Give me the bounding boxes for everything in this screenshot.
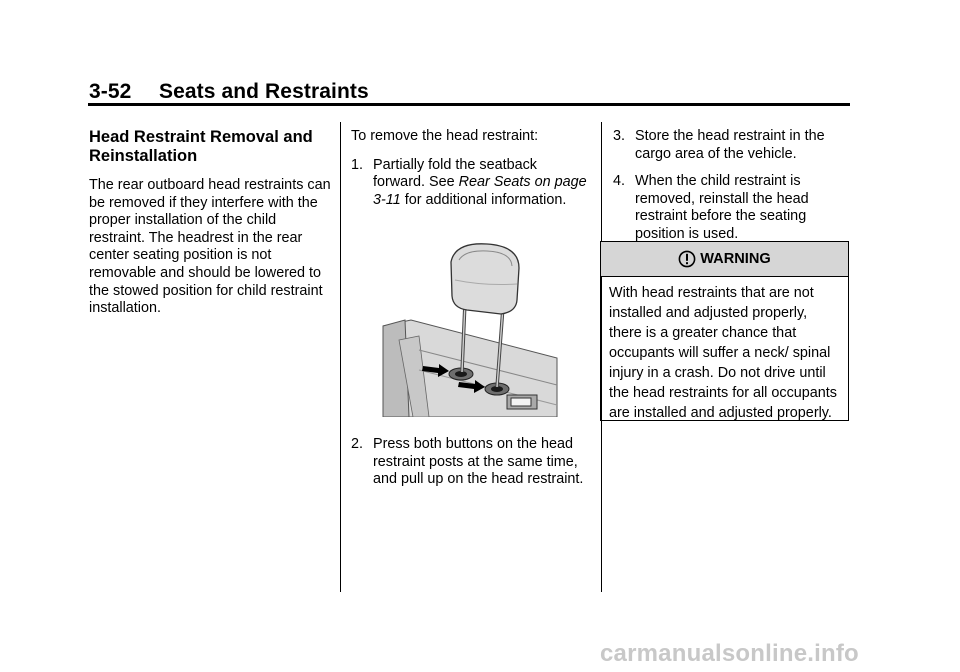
intro-paragraph: The rear outboard head restraints can be removed if they interfere with the proper installation of the child restraint. The headrest in the rear center seating position is not removable and should be lowered to the stowed position for child restraint installation.	[89, 177, 331, 317]
section-heading: Head Restraint Removal and Reinstallation	[89, 128, 313, 165]
column-1	[89, 128, 334, 318]
warning-header	[601, 242, 848, 277]
step-2	[351, 436, 591, 499]
step-text: for additional information.	[400, 191, 567, 208]
step-number: 4.	[613, 173, 626, 190]
step-2-text	[351, 436, 591, 489]
step-number: 1.	[351, 156, 364, 173]
page-number: 3-52	[89, 80, 132, 103]
head-restraint-removal-illustration	[379, 240, 559, 417]
step-4	[613, 173, 853, 243]
warning-box	[600, 241, 849, 421]
column-divider-1	[340, 122, 341, 592]
steps-intro: To remove the head restraint:	[351, 128, 539, 144]
cross-reference-link[interactable]: Rear Seats on page 3-11	[373, 174, 587, 208]
section-title: Seats and Restraints	[159, 80, 369, 103]
step-text: Press both buttons on the head restraint posts at the same time, and pull up on the head restraint.	[373, 436, 584, 488]
step-3	[613, 128, 853, 163]
step-number: 2.	[351, 436, 364, 452]
warning-text: With head restraints that are not installed and adjusted properly, there is a greater chance that occupants will suffer a neck/ spinal injury in a crash. Do not drive until the head restraints for all occupants are installed and adjusted properly.	[609, 285, 837, 421]
page-header	[89, 80, 369, 104]
header-rule	[88, 103, 850, 106]
warning-icon	[678, 250, 696, 268]
step-text: Store the head restraint in the cargo area of the vehicle.	[635, 128, 825, 162]
step-text: Partially fold the seatback forward. See	[373, 156, 537, 191]
column-2	[351, 128, 591, 219]
step-number: 3.	[613, 128, 626, 144]
step-1	[351, 157, 591, 210]
step-text: When the child restraint is removed, reinstall the head restraint before the seating position is used.	[635, 173, 809, 242]
watermark: carmanualsonline.info	[600, 640, 859, 667]
warning-title: WARNING	[700, 251, 771, 267]
column-3	[613, 128, 853, 254]
